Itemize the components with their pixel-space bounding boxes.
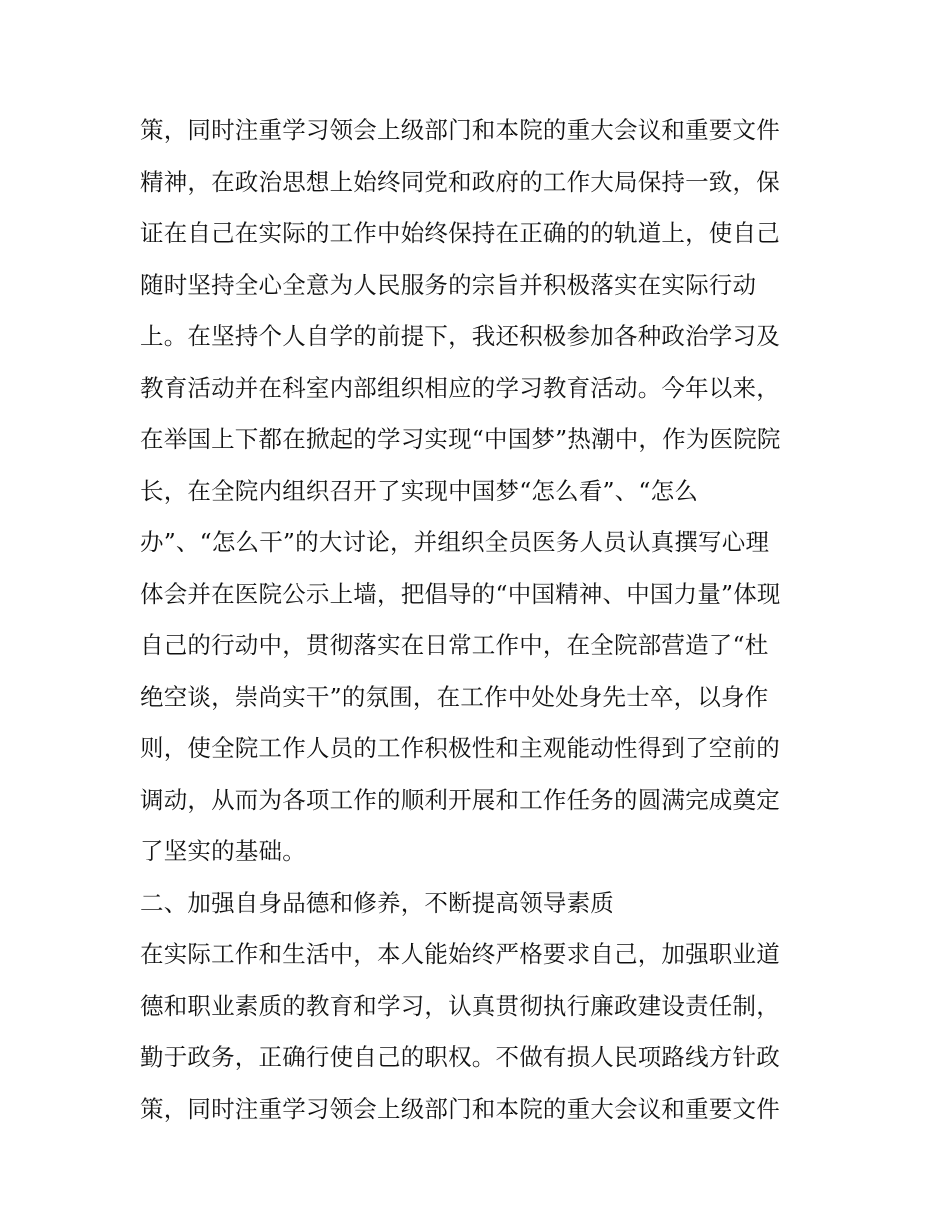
body-line: 绝空谈，崇尚实干”的氛围，在工作中处处身先士卒，以身作 <box>140 682 769 711</box>
body-line: 调动，从而为各项工作的顺利开展和工作任务的圆满完成奠定 <box>140 785 780 814</box>
body-line: 策，同时注重学习领会上级部门和本院的重大会议和重要文件 <box>140 116 780 144</box>
body-line: 精神，在政治思想上始终同党和政府的工作大局保持一致，保 <box>140 167 780 196</box>
body-line: 德和职业素质的教育和学习，认真贯彻执行廉政建设责任制， <box>140 991 780 1020</box>
body-line: 则，使全院工作人员的工作积极性和主观能动性得到了空前的 <box>140 734 780 762</box>
body-line: 教育活动并在科室内部组织相应的学习教育活动。今年以来， <box>140 373 780 402</box>
body-line: 在举国上下都在掀起的学习实现“中国梦”热潮中，作为医院院 <box>140 425 781 453</box>
body-line: 上。在坚持个人自学的前提下，我还积极参加各种政治学习及 <box>140 322 780 350</box>
body-line: 自己的行动中，贯彻落实在日常工作中，在全院部营造了“杜 <box>140 631 769 659</box>
body-line: 策，同时注重学习领会上级部门和本院的重大会议和重要文件 <box>140 1094 780 1123</box>
section-heading: 二、加强自身品德和修养，不断提高领导素质 <box>140 888 614 917</box>
document-body <box>140 105 820 1135</box>
body-line: 勤于政务，正确行使自己的职权。不做有损人民项路线方针政 <box>140 1043 780 1071</box>
body-line: 长，在全院内组织召开了实现中国梦“怎么看”、“怎么 <box>140 476 699 505</box>
body-line: 在实际工作和生活中，本人能始终严格要求自己，加强职业道 <box>140 940 780 968</box>
body-line: 了坚实的基础。 <box>140 837 306 865</box>
body-line: 证在自己在实际的工作中始终保持在正确的的轨道上，使自己 <box>140 219 780 247</box>
body-line: 办”、“怎么干”的大讨论，并组织全员医务人员认真撰写心理 <box>140 528 770 556</box>
body-line: 体会并在医院公示上墙，把倡导的“中国精神、中国力量”体现 <box>140 579 781 608</box>
body-line: 随时坚持全心全意为人民服务的宗旨并积极落实在实际行动 <box>140 270 757 299</box>
